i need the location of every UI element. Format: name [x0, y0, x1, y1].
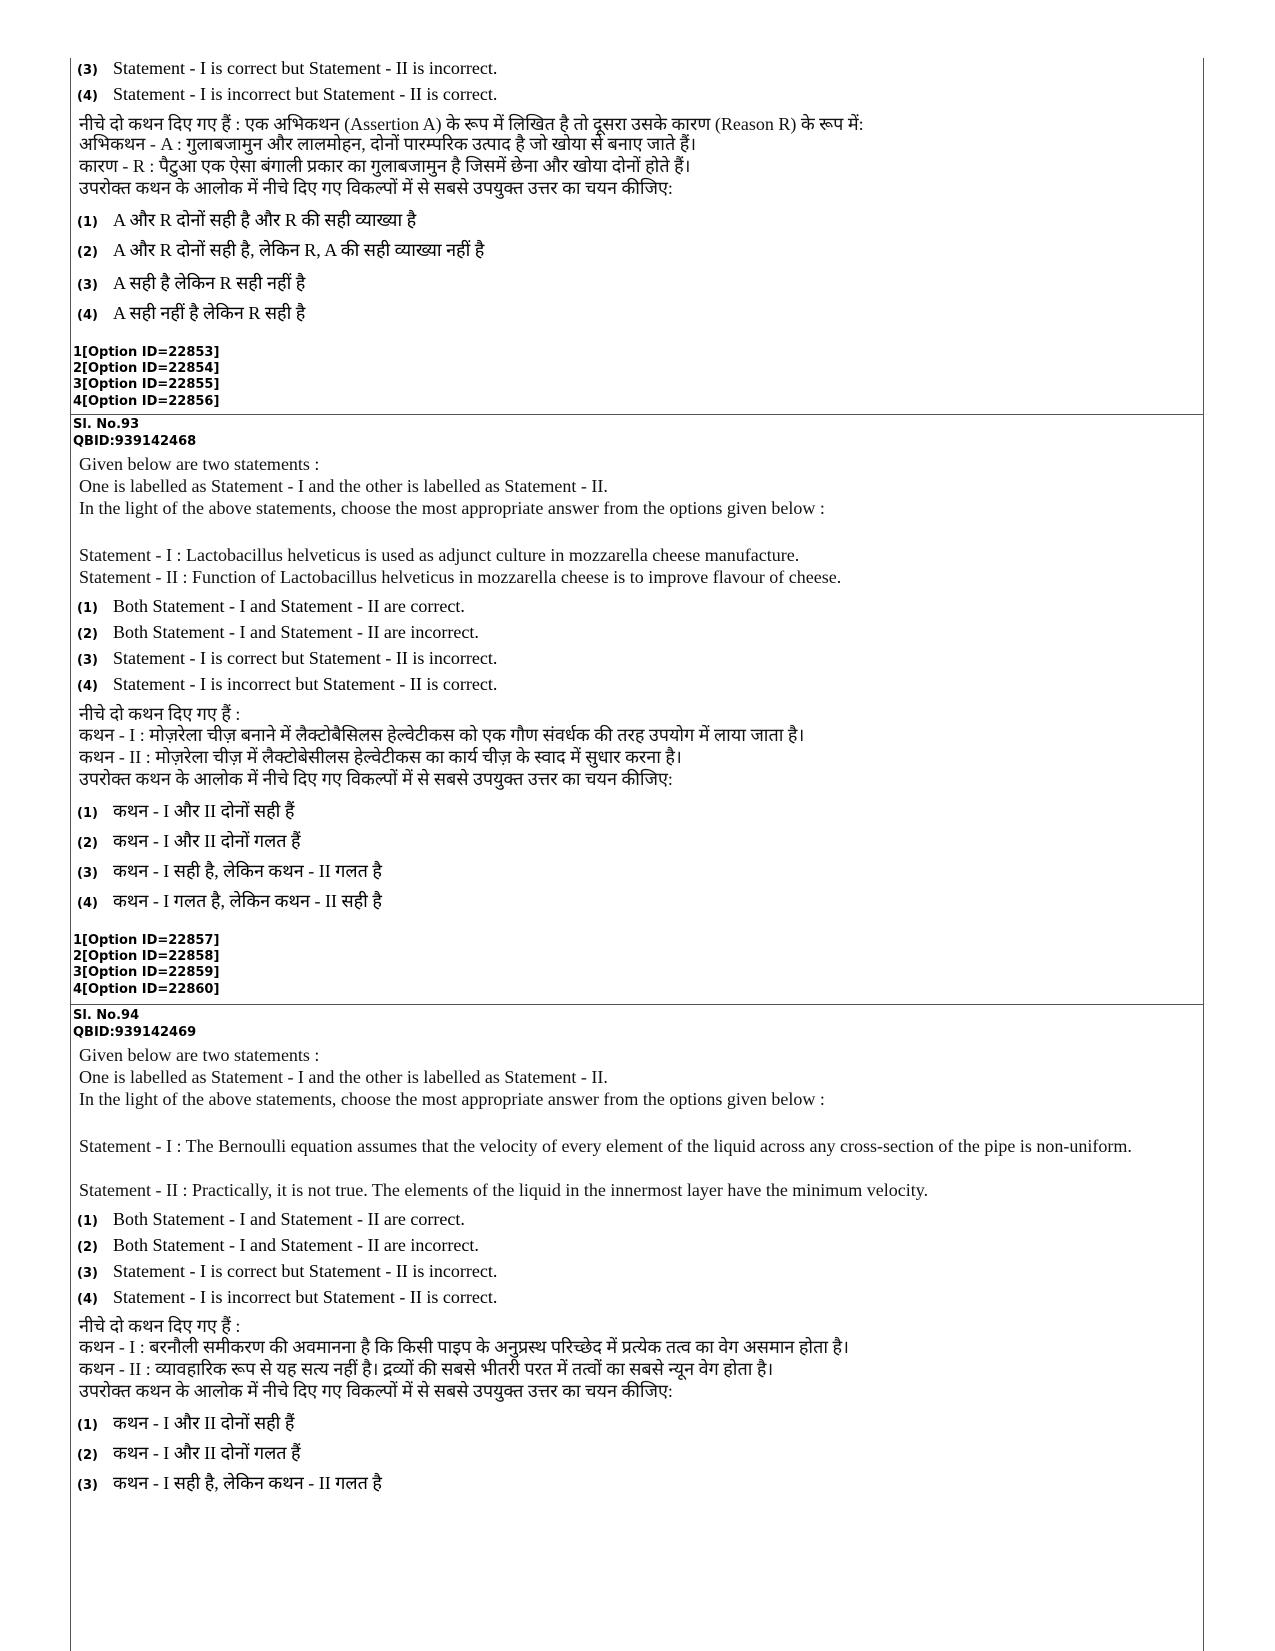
option-en-4: (4) Statement - I is incorrect but Statement - II is correct.	[77, 1287, 498, 1307]
option-en-3: (3) Statement - I is correct but Statement - II is incorrect.	[77, 648, 498, 668]
option-en-4: (4) Statement - I is incorrect but Statement - II is correct.	[77, 84, 498, 104]
intro-line: One is labelled as Statement - I and the other is labelled as Statement - II.	[79, 1067, 608, 1087]
option-hi-4: (4) कथन - I गलत है, लेकिन कथन - II सही है	[77, 891, 382, 911]
hindi-intro-line: नीचे दो कथन दिए गए हैं :	[79, 704, 241, 724]
option-id: 1[Option ID=22853]	[73, 345, 220, 360]
option-en-3: (3) Statement - I is correct but Statement - II is incorrect.	[77, 58, 498, 78]
intro-line: Given below are two statements :	[79, 1045, 320, 1065]
option-en-3: (3) Statement - I is correct but Statement - II is incorrect.	[77, 1261, 498, 1281]
hindi-intro-line: अभिकथन - A : गुलाबजामुन और लालमोहन, दोनों पारम्परिक उत्पाद है जो खोया से बनाए जाते हैं।	[79, 134, 697, 154]
option-id: 1[Option ID=22857]	[73, 933, 220, 948]
option-id: 3[Option ID=22859]	[73, 965, 220, 980]
option-hi-1: (1) कथन - I और II दोनों सही हैं	[77, 801, 295, 821]
serial-number: Sl. No.94	[73, 1008, 140, 1023]
option-id: 2[Option ID=22854]	[73, 361, 220, 376]
hindi-intro-line: उपरोक्त कथन के आलोक में नीचे दिए गए विकल्पों में से सबसे उपयुक्त उत्तर का चयन कीजिए:	[79, 769, 673, 789]
option-en-1: (1) Both Statement - I and Statement - II are correct.	[77, 596, 465, 616]
option-id: 2[Option ID=22858]	[73, 949, 220, 964]
hindi-intro-line: नीचे दो कथन दिए गए हैं :	[79, 1316, 241, 1336]
statement-1: Statement - I : Lactobacillus helveticus is used as adjunct culture in mozzarella cheese manufacture.	[79, 545, 800, 565]
statement-2: Statement - II : Practically, it is not true. The elements of the liquid in the innermost layer have the minimum velocity.	[79, 1180, 929, 1200]
hindi-intro-line: उपरोक्त कथन के आलोक में नीचे दिए गए विकल्पों में से सबसे उपयुक्त उत्तर का चयन कीजिए:	[79, 1381, 673, 1401]
option-hi-1: (1) कथन - I और II दोनों सही हैं	[77, 1413, 295, 1433]
question-divider	[71, 1004, 1203, 1005]
option-hi-3: (3) A सही है लेकिन R सही नहीं है	[77, 273, 306, 293]
statement-1: Statement - I : The Bernoulli equation assumes that the velocity of every element of the liquid across any cross-section of the pipe is non-uniform.	[79, 1136, 1132, 1156]
option-id: 4[Option ID=22856]	[73, 394, 220, 409]
option-hi-2: (2) कथन - I और II दोनों गलत हैं	[77, 831, 301, 851]
option-en-1: (1) Both Statement - I and Statement - II are correct.	[77, 1209, 465, 1229]
intro-line: Given below are two statements :	[79, 454, 320, 474]
hindi-intro-line: कथन - II : व्यावहारिक रूप से यह सत्य नहीं है। द्रव्यों की सबसे भीतरी परत में तत्वों का सबसे न्यून वेग होता है।	[79, 1359, 774, 1379]
hindi-intro-line: कारण - R : पैटुआ एक ऐसा बंगाली प्रकार का गुलाबजामुन है जिसमें छेना और खोया दोनों होते हैं।	[79, 156, 691, 176]
hindi-intro-line: कथन - II : मोज़रेला चीज़ में लैक्टोबेसीलस हेल्वेटीकस का कार्य चीज़ के स्वाद में सुधार करना है।	[79, 747, 682, 767]
intro-line: In the light of the above statements, choose the most appropriate answer from the options given below :	[79, 498, 825, 518]
option-hi-4: (4) A सही नहीं है लेकिन R सही है	[77, 303, 306, 323]
option-hi-3: (3) कथन - I सही है, लेकिन कथन - II गलत है	[77, 861, 382, 881]
option-hi-2: (2) A और R दोनों सही है, लेकिन R, A की सही व्याख्या नहीं है	[77, 240, 485, 260]
option-en-2: (2) Both Statement - I and Statement - II are incorrect.	[77, 1235, 479, 1255]
statement-2: Statement - II : Function of Lactobacillus helveticus in mozzarella cheese is to improve flavour of cheese.	[79, 567, 842, 587]
option-hi-3: (3) कथन - I सही है, लेकिन कथन - II गलत है	[77, 1473, 382, 1493]
hindi-intro-line: कथन - I : मोज़रेला चीज़ बनाने में लैक्टोबैसिलस हेल्वेटीकस को एक गौण संवर्धक की तरह उपयोग में लाया जाता है।	[79, 725, 805, 745]
option-id: 3[Option ID=22855]	[73, 377, 220, 392]
qbid: QBID:939142469	[73, 1025, 197, 1040]
qbid: QBID:939142468	[73, 434, 197, 449]
question-divider	[71, 414, 1203, 415]
option-en-2: (2) Both Statement - I and Statement - II are incorrect.	[77, 622, 479, 642]
option-id: 4[Option ID=22860]	[73, 982, 220, 997]
intro-line: In the light of the above statements, choose the most appropriate answer from the options given below :	[79, 1089, 825, 1109]
option-en-4: (4) Statement - I is incorrect but Statement - II is correct.	[77, 674, 498, 694]
hindi-intro-line: कथन - I : बरनौली समीकरण की अवमानना है कि किसी पाइप के अनुप्रस्थ परिच्छेद में प्रत्येक तत्व का वेग असमान होता है।	[79, 1337, 849, 1357]
hindi-intro-line: उपरोक्त कथन के आलोक में नीचे दिए गए विकल्पों में से सबसे उपयुक्त उत्तर का चयन कीजिए:	[79, 178, 673, 198]
question-paper-frame	[70, 58, 1204, 1651]
option-hi-1: (1) A और R दोनों सही है और R की सही व्याख्या है	[77, 210, 417, 230]
hindi-intro-line: नीचे दो कथन दिए गए हैं : एक अभिकथन (Assertion A) के रूप में लिखित है तो दूसरा उसके कारण (Reason R) के रूप में:	[79, 114, 864, 134]
intro-line: One is labelled as Statement - I and the other is labelled as Statement - II.	[79, 476, 608, 496]
serial-number: Sl. No.93	[73, 417, 140, 432]
option-hi-2: (2) कथन - I और II दोनों गलत हैं	[77, 1443, 301, 1463]
